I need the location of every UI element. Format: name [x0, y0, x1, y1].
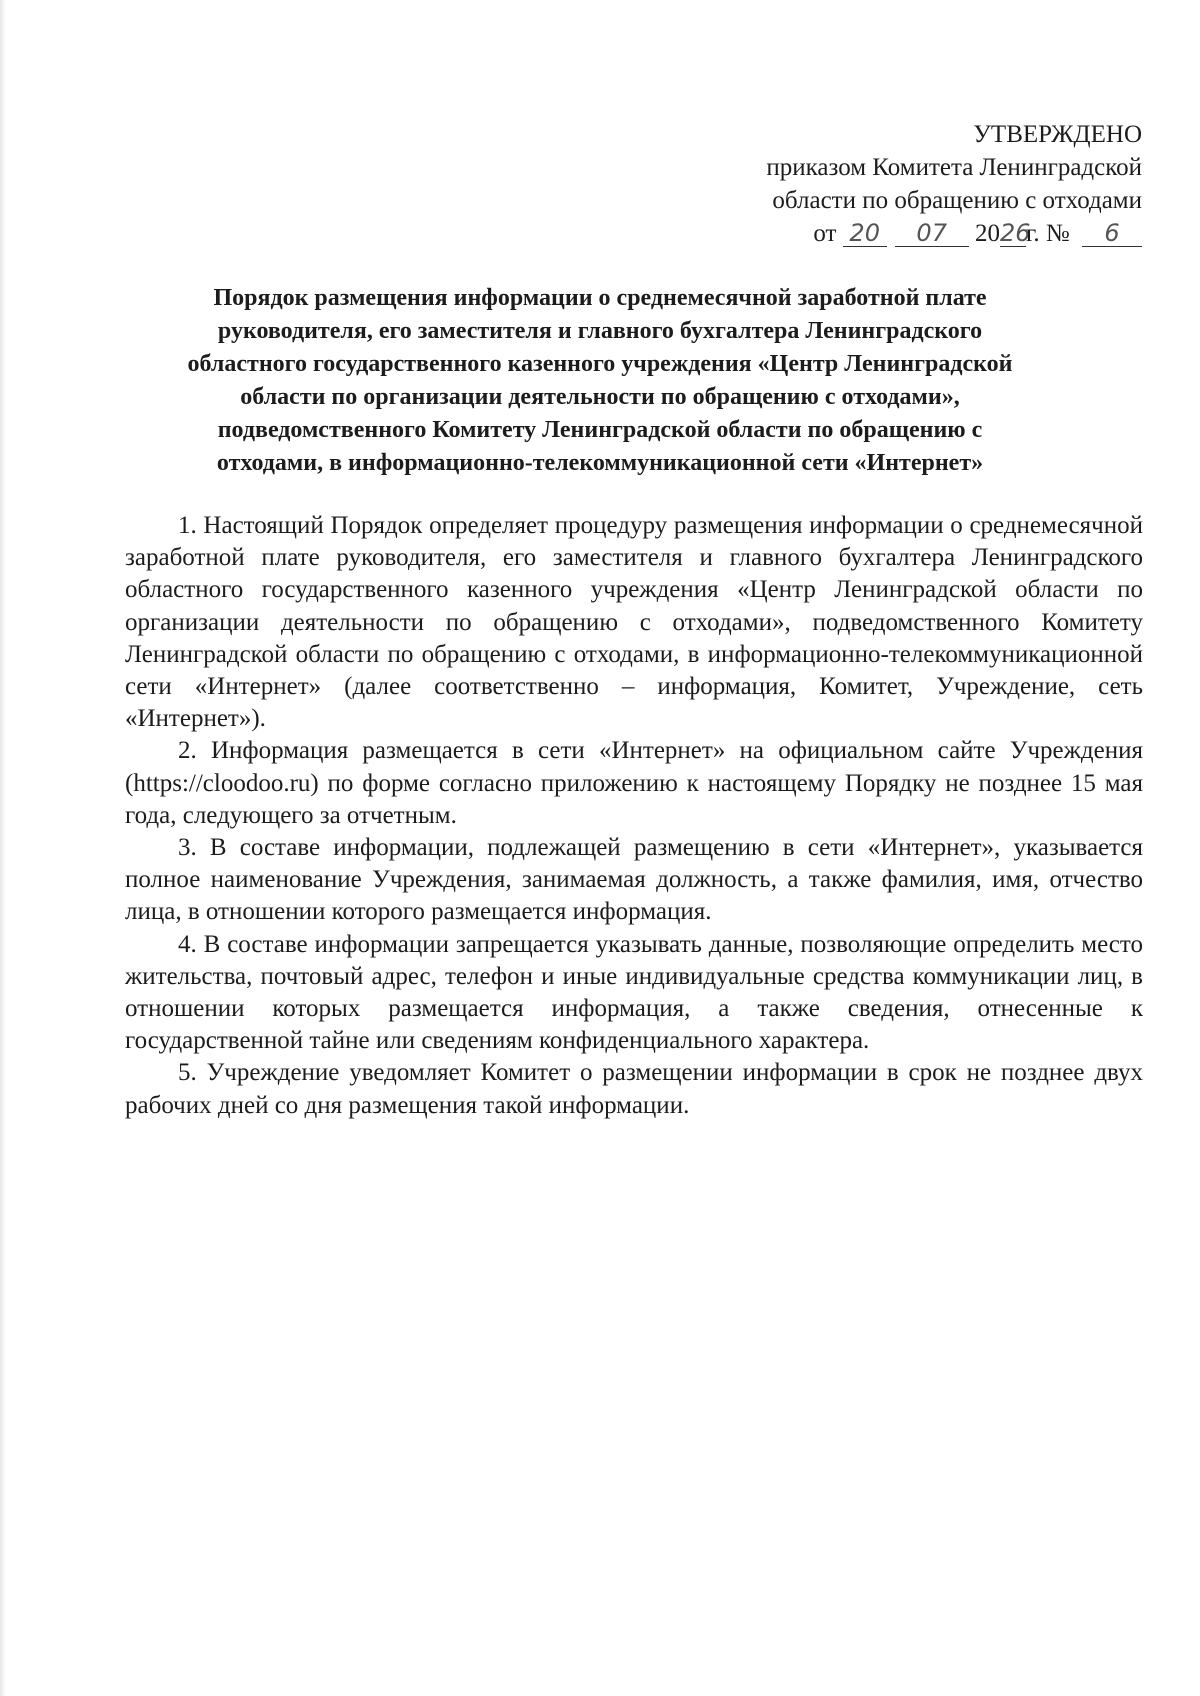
- handwritten-day: 20: [843, 220, 887, 247]
- approval-line-committee: области по обращению с отходами: [772, 187, 1142, 214]
- scan-edge: [0, 0, 6, 1696]
- title-line: Порядок размещения информации о среднемесячной заработной плате: [213, 285, 987, 311]
- approval-line-order: приказом Комитета Ленинградской: [766, 154, 1142, 181]
- title-line: областного государственного казенного учреждения «Центр Ленинградской: [187, 351, 1013, 377]
- title-line: руководителя, его заместителя и главного бухгалтера Ленинградского: [217, 318, 983, 344]
- document-title: [130, 282, 1070, 480]
- paragraph-2: 2. Информация размещается в сети «Интернет» на официальном сайте Учреждения (https://cloodoo.ru) по форме согласно приложению к настоящему Порядку не позднее 15 мая года, следующего за отчетным.: [125, 737, 1143, 829]
- order-number-label: г. №: [1025, 220, 1070, 247]
- date-prefix: от: [813, 220, 837, 247]
- approval-block: [682, 118, 1142, 250]
- title-line: подведомственного Комитету Ленинградской области по обращению с: [217, 417, 983, 443]
- year-prefix: 20: [974, 220, 1000, 247]
- handwritten-month: 07: [895, 220, 969, 247]
- approval-date-line: [682, 217, 1142, 250]
- paragraph-5: 5. Учреждение уведомляет Комитет о размещении информации в срок не позднее двух рабочих дней со дня размещения такой информации.: [125, 1059, 1143, 1119]
- title-line: отходами, в информационно-телекоммуникационной сети «Интернет»: [216, 450, 984, 476]
- handwritten-order-number: 6: [1082, 220, 1142, 247]
- document-body: [125, 510, 1143, 1122]
- title-line: области по организации деятельности по обращению с отходами»,: [240, 384, 960, 410]
- paragraph-4: 4. В составе информации запрещается указывать данные, позволяющие определить место жительства, почтовый адрес, телефон и иные индивидуальные средства коммуникации лиц, в отношении которых размещается информация, а также сведения, отнесенные к государственной тайне или сведениям конфиденциального характера.: [125, 930, 1143, 1055]
- paragraph-1: 1. Настоящий Порядок определяет процедуру размещения информации о среднемесячной заработной плате руководителя, его заместителя и главного бухгалтера Ленинградского областного государственного казенного учреждения «Центр Ленинградской области по организации деятельности по обращению с отходами», подведомственного Комитету Ленинградской области по обращению с отходами, в информационно-телекоммуникационной сети «Интернет» (далее соответственно – информация, Комитет, Учреждение, сеть «Интернет»).: [125, 512, 1143, 733]
- paragraph-3: 3. В составе информации, подлежащей размещению в сети «Интернет», указывается полное наименование Учреждения, занимаемая должность, а также фамилия, имя, отчество лица, в отношении которого размещается информация.: [125, 834, 1143, 926]
- approval-heading: УТВЕРЖДЕНО: [973, 121, 1142, 148]
- handwritten-year: 26: [999, 219, 1031, 247]
